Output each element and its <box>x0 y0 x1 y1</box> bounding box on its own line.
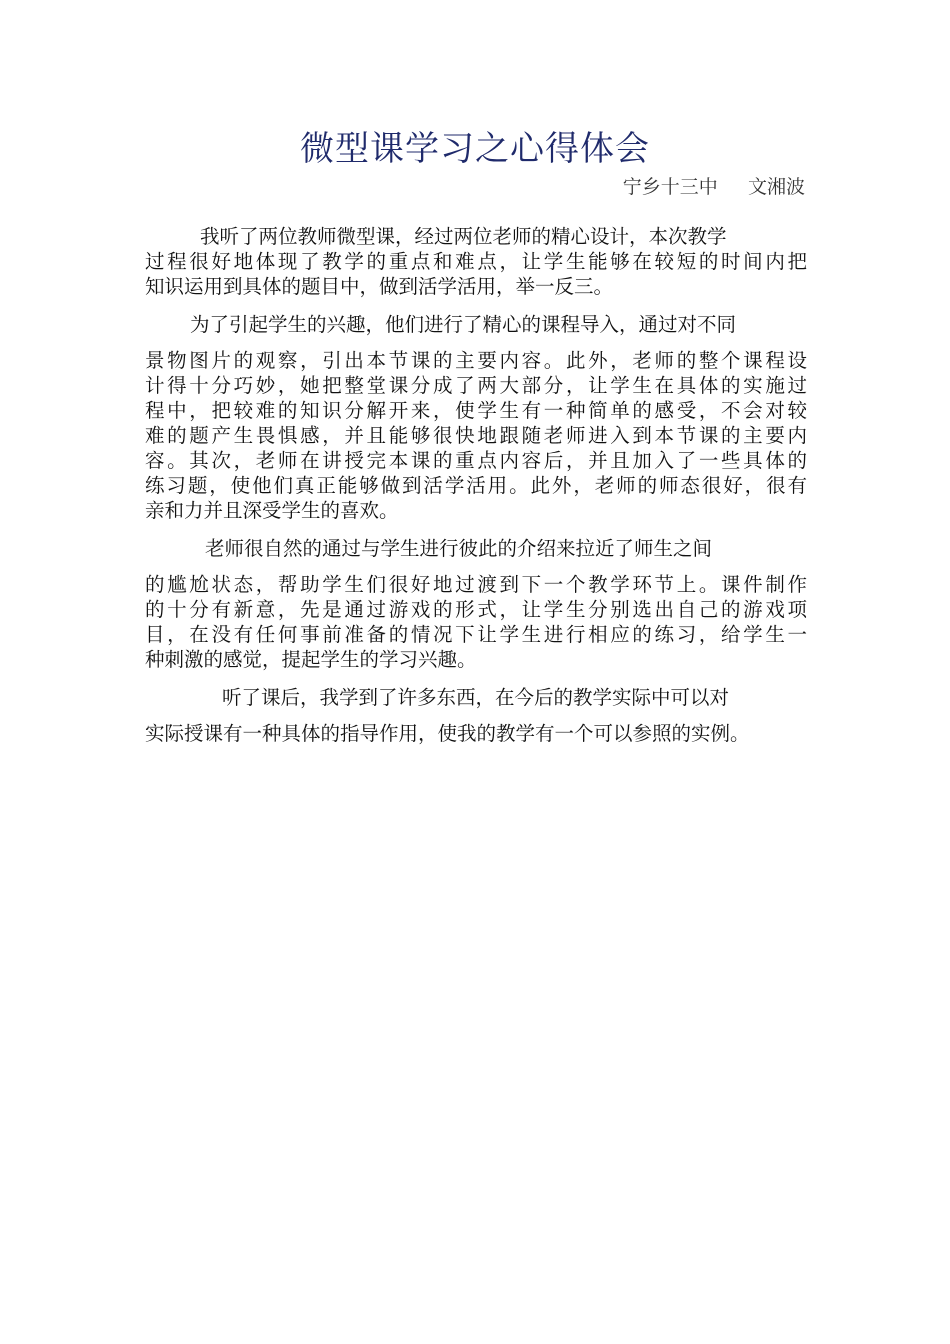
author-line: 宁乡十三中 文湘波 <box>622 176 805 198</box>
text-line: 听了课后，我学到了许多东西，在今后的教学实际中可以对 <box>222 686 730 709</box>
text-line: 我听了两位教师微型课，经过两位老师的精心设计，本次教学 <box>200 225 727 248</box>
text-line: 景物图片的观察，引出本节课的主要内容。此外，老师的整个课程设 <box>145 349 807 372</box>
document-title: 微型课学习之心得体会 <box>300 129 650 169</box>
text-line: 亲和力并且深受学生的喜欢。 <box>145 499 399 522</box>
text-line: 为了引起学生的兴趣，他们进行了精心的课程导入，通过对不同 <box>190 313 737 336</box>
text-line: 容。其次，老师在讲授完本课的重点内容后，并且加入了一些具体的 <box>145 449 807 472</box>
text-line: 的十分有新意，先是通过游戏的形式，让学生分别选出自己的游戏项 <box>145 598 807 621</box>
text-line: 计得十分巧妙，她把整堂课分成了两大部分，让学生在具体的实施过 <box>145 374 807 397</box>
text-line: 知识运用到具体的题目中，做到活学活用，举一反三。 <box>145 275 614 298</box>
text-line: 实际授课有一种具体的指导作用，使我的教学有一个可以参照的实例。 <box>145 722 750 745</box>
text-line: 种刺激的感觉，提起学生的学习兴趣。 <box>145 648 477 671</box>
text-line: 练习题，使他们真正能够做到活学活用。此外，老师的师态很好，很有 <box>145 474 807 497</box>
text-line: 程中，把较难的知识分解开来，使学生有一种简单的感受，不会对较 <box>145 399 807 422</box>
text-line: 老师很自然的通过与学生进行彼此的介绍来拉近了师生之间 <box>205 537 713 560</box>
text-line: 难的题产生畏惧感，并且能够很快地跟随老师进入到本节课的主要内 <box>145 424 807 447</box>
text-line: 目，在没有任何事前准备的情况下让学生进行相应的练习，给学生一 <box>145 623 807 646</box>
text-line: 过程很好地体现了教学的重点和难点，让学生能够在较短的时间内把 <box>145 250 807 273</box>
text-line: 的尴尬状态，帮助学生们很好地过渡到下一个教学环节上。课件制作 <box>145 573 807 596</box>
